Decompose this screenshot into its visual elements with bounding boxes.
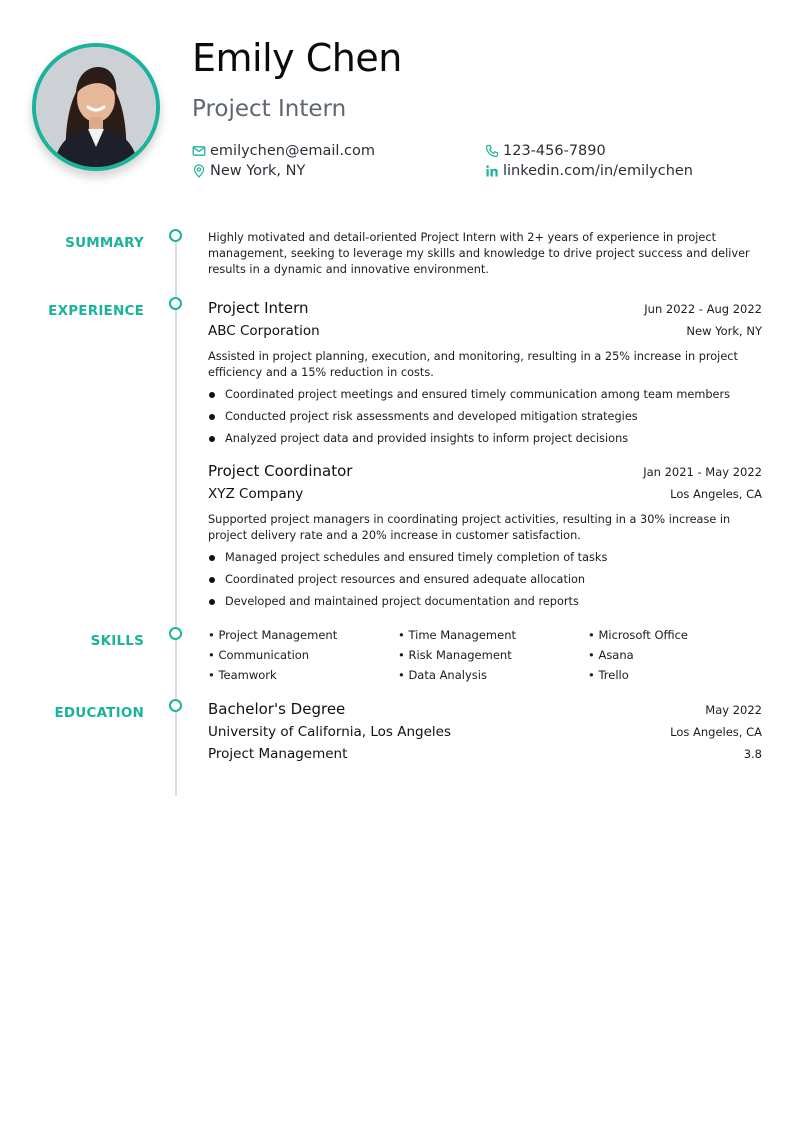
linkedin-text: linkedin.com/in/emilychen: [503, 163, 693, 179]
skill-text: Teamwork: [218, 668, 277, 682]
section-heading-education: EDUCATION: [54, 705, 144, 721]
skill-text: Microsoft Office: [598, 628, 689, 642]
skill-text: Data Analysis: [408, 668, 487, 682]
envelope-icon: [192, 144, 206, 158]
experience-entry: [208, 462, 762, 613]
edu-location: Los Angeles, CA: [670, 725, 762, 739]
section-heading-experience: EXPERIENCE: [48, 303, 144, 319]
edu-gpa: 3.8: [743, 747, 762, 761]
list-item: [208, 591, 762, 613]
contact-phone[interactable]: [485, 143, 606, 159]
edu-school: University of California, Los Angeles: [208, 724, 452, 740]
skill-item: • Time Management: [398, 628, 517, 642]
profile-photo: [32, 43, 160, 171]
skill-text: Time Management: [408, 628, 517, 642]
list-item: [208, 406, 762, 428]
job-dates: Jan 2021 - May 2022: [643, 465, 762, 479]
bullet-dot: [209, 436, 215, 442]
map-pin-icon: [192, 164, 206, 178]
skill-item: • Data Analysis: [398, 668, 487, 682]
skill-text: Asana: [598, 648, 634, 662]
bullet-text: Coordinated project resources and ensured adequate allocation: [225, 573, 586, 586]
phone-icon: [485, 144, 499, 158]
job-description: Assisted in project planning, execution, and monitoring, resulting in a 25% increase in project efficiency and a 15% reduction in costs.: [208, 350, 738, 379]
skill-item: • Project Management: [208, 628, 338, 642]
skill-item: • Asana: [588, 648, 634, 662]
timeline-dot-skills: [169, 627, 182, 640]
skill-item: • Trello: [588, 668, 629, 682]
skills-grid: [208, 627, 778, 683]
job-location: New York, NY: [686, 324, 762, 338]
experience-entry: [208, 299, 762, 450]
skill-text: Communication: [218, 648, 310, 662]
contact-email[interactable]: [192, 143, 375, 159]
bullet-dot: [209, 414, 215, 420]
section-heading-skills: SKILLS: [90, 633, 144, 649]
job-title: Project Intern: [208, 299, 309, 317]
timeline-dot-experience: [169, 297, 182, 310]
location-text: New York, NY: [210, 163, 306, 179]
skill-item: • Communication: [208, 648, 310, 662]
edu-field: Project Management: [208, 746, 348, 762]
job-description: Supported project managers in coordinating project activities, resulting in a 30% increase in project delivery rate and a 20% increase in customer satisfaction.: [208, 513, 731, 542]
candidate-role: Project Intern: [192, 96, 347, 122]
skill-text: Risk Management: [408, 648, 512, 662]
contact-linkedin[interactable]: [485, 163, 693, 179]
skill-item: • Risk Management: [398, 648, 512, 662]
skill-text: Project Management: [218, 628, 338, 642]
list-item: [208, 569, 762, 591]
timeline-dot-education: [169, 699, 182, 712]
bullet-dot: [209, 392, 215, 398]
bullet-text: Analyzed project data and provided insights to inform project decisions: [225, 432, 629, 445]
bullet-dot: [209, 555, 215, 561]
edu-date: May 2022: [705, 703, 762, 717]
job-dates: Jun 2022 - Aug 2022: [644, 302, 762, 316]
list-item: [208, 384, 762, 406]
contact-location: [192, 163, 305, 179]
skill-item: • Teamwork: [208, 668, 277, 682]
linkedin-icon: [485, 164, 499, 178]
education-entry: [208, 700, 762, 768]
skill-item: • Microsoft Office: [588, 628, 689, 642]
bullet-dot: [209, 599, 215, 605]
timeline-dot-summary: [169, 229, 182, 242]
job-company: ABC Corporation: [208, 323, 320, 339]
bullet-text: Developed and maintained project documentation and reports: [225, 595, 579, 608]
email-text: emilychen@email.com: [210, 143, 376, 159]
list-item: [208, 547, 762, 569]
section-heading-summary: SUMMARY: [65, 235, 144, 251]
job-title: Project Coordinator: [208, 462, 353, 480]
summary-text: Highly motivated and detail-oriented Project Intern with 2+ years of experience in project management, seeking to leverage my skills and knowledge to drive project success and deliver results in a dynamic and innovative environment.: [208, 231, 750, 276]
job-bullets: [208, 384, 762, 450]
phone-text: 123-456-7890: [503, 143, 606, 159]
timeline-line: [175, 242, 177, 796]
bullet-text: Conducted project risk assessments and developed mitigation strategies: [225, 410, 638, 423]
job-bullets: [208, 547, 762, 613]
bullet-dot: [209, 577, 215, 583]
avatar: [36, 47, 156, 167]
job-company: XYZ Company: [208, 486, 304, 502]
edu-degree: Bachelor's Degree: [208, 700, 346, 718]
list-item: [208, 428, 762, 450]
skill-text: Trello: [598, 668, 629, 682]
bullet-text: Managed project schedules and ensured timely completion of tasks: [225, 551, 608, 564]
candidate-name: Emily Chen: [192, 36, 402, 80]
bullet-text: Coordinated project meetings and ensured timely communication among team members: [225, 388, 731, 401]
job-location: Los Angeles, CA: [670, 487, 762, 501]
